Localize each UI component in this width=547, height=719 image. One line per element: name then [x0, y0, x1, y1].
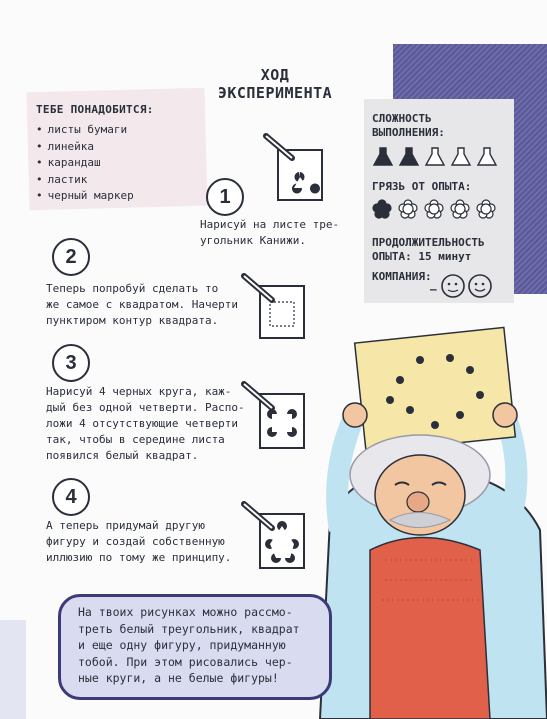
- flask-icon: [374, 148, 392, 165]
- step-number-4: 4: [52, 478, 90, 516]
- step-number-1: 1: [206, 178, 244, 216]
- blot-icon: [399, 200, 417, 218]
- blot-icon: [451, 200, 469, 218]
- conclusion-text: На твоих рисунках можно рассмо- треть белый треугольник, квадрат и еще одну фигуру, придуманную тобой. При этом рисовались чер- ные круги, а не белые фигуры!: [78, 605, 300, 685]
- step-text-4: А теперь придумай другую фигуру и создай собственную иллюзию по тому же принципу.: [46, 519, 232, 564]
- step-2-illustration: [240, 272, 312, 344]
- dirt-label: ГРЯЗЬ ОТ ОПЫТА:: [372, 180, 472, 193]
- flask-icon: [426, 148, 444, 165]
- step-4-illustration: [240, 500, 312, 572]
- step-text-2: Теперь попробуй сделать то же самое с квадратом. Начерти пунктиром контур квадрата.: [46, 282, 239, 327]
- face-icon: [440, 273, 496, 299]
- materials-heading: ТЕБЕ ПОНАДОБИТСЯ:: [36, 103, 154, 116]
- step-text-3: Нарисуй 4 черных круга, каж- дый без одной четверти. Распо- ложи 4 отсутствующие четверти так, чтобы в середине листа появился белый квадрат.: [46, 385, 245, 462]
- blot-icon: [373, 200, 391, 218]
- step-3-illustration: [240, 380, 312, 452]
- materials-item: • листы бумаги: [36, 122, 134, 139]
- difficulty-rating: [370, 146, 510, 168]
- flask-icon: [478, 148, 496, 165]
- blot-icon: [425, 200, 443, 218]
- company-label: КОМПАНИЯ:: [372, 270, 432, 283]
- duration-value: 15 минут: [418, 250, 472, 263]
- title-line-2: ЭКСПЕРИМЕНТА: [217, 84, 333, 102]
- duration-label: ПРОДОЛЖИТЕЛЬНОСТЬ ОПЫТА: 15 минут: [372, 236, 485, 263]
- materials-item: • черный маркер: [36, 188, 134, 205]
- difficulty-label: СЛОЖНОСТЬ ВЫПОЛНЕНИЯ:: [372, 112, 445, 139]
- company-dash: –: [430, 283, 437, 296]
- materials-list: [36, 122, 134, 205]
- scientist-illustration: [310, 320, 547, 719]
- materials-item: • ластик: [36, 172, 134, 189]
- step-text-1: Нарисуй на листе тре- угольник Канижи.: [200, 218, 340, 247]
- blot-icon: [477, 200, 495, 218]
- decorative-stripe: [0, 620, 26, 719]
- step-number-2: 2: [52, 238, 90, 276]
- step-number-3: 3: [52, 344, 90, 382]
- materials-item: • карандаш: [36, 155, 134, 172]
- flask-icon: [400, 148, 418, 165]
- page-title: [200, 66, 350, 102]
- step-1-illustration: [262, 132, 332, 204]
- title-line-1: ХОД: [260, 66, 290, 84]
- flask-icon: [452, 148, 470, 165]
- dirt-rating: [370, 197, 510, 221]
- materials-item: • линейка: [36, 139, 134, 156]
